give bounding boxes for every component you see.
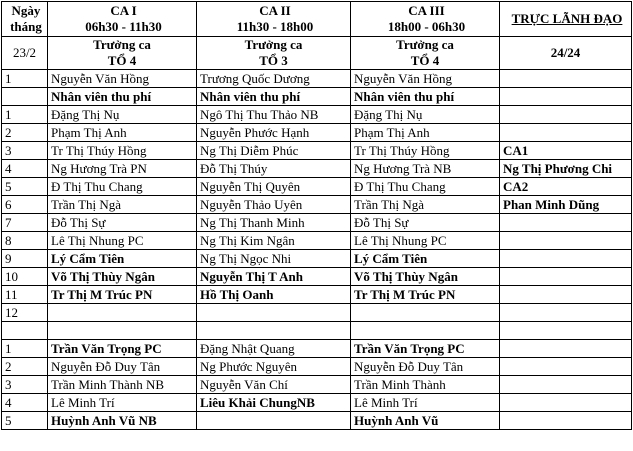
shift1-staff: [48, 322, 197, 340]
row-number: 3: [2, 142, 48, 160]
table-row: [2, 160, 632, 178]
leader-staff: [500, 106, 632, 124]
table-row: [2, 178, 632, 196]
shift2-staff: Ng Phước Nguyên: [197, 358, 351, 376]
leader-header: TRỰC LÃNH ĐẠO: [500, 2, 632, 37]
row-number: 4: [2, 160, 48, 178]
table-row: [2, 304, 632, 322]
shift1-staff: Trần Minh Thành NB: [48, 376, 197, 394]
row-number: 1: [2, 70, 48, 88]
row-number: [2, 88, 48, 106]
row-number: 1: [2, 106, 48, 124]
shift3-staff: Tr Thị M Trúc PN: [351, 286, 500, 304]
shift2-lead: Trưởng ca TỔ 3: [197, 37, 351, 70]
shift2-staff: Ng Thị Ngọc Nhi: [197, 250, 351, 268]
shift1-staff: Tr Thị Thúy Hồng: [48, 142, 197, 160]
table-row: [2, 286, 632, 304]
date-row: [2, 37, 632, 70]
shift2-staff: [197, 304, 351, 322]
shift1-staff: Trần Văn Trọng PC: [48, 340, 197, 358]
table-row: [2, 268, 632, 286]
leader-staff: CA1: [500, 142, 632, 160]
duty-roster-table: [1, 1, 632, 430]
shift3-staff: Nguyễn Đỗ Duy Tân: [351, 358, 500, 376]
table-row: [2, 250, 632, 268]
shift3-lead: Trưởng ca TỔ 4: [351, 37, 500, 70]
shift3-staff: Lê Thị Nhung PC: [351, 232, 500, 250]
leader-staff: [500, 358, 632, 376]
shift3-staff: Đ Thị Thu Chang: [351, 178, 500, 196]
row-number: 1: [2, 340, 48, 358]
shift3-staff: Trần Thị Ngà: [351, 196, 500, 214]
row-number: 11: [2, 286, 48, 304]
shift3-staff: Võ Thị Thùy Ngân: [351, 268, 500, 286]
shift1-staff: Lý Cẩm Tiên: [48, 250, 197, 268]
shift3-staff: Lý Cẩm Tiên: [351, 250, 500, 268]
shift1-staff: Đ Thị Thu Chang: [48, 178, 197, 196]
row-number: 10: [2, 268, 48, 286]
shift3-staff: Ng Hương Trà NB: [351, 160, 500, 178]
table-row: [2, 358, 632, 376]
leader-staff: [500, 376, 632, 394]
shift1-staff: [48, 304, 197, 322]
table-row: [2, 376, 632, 394]
shift3-staff: Nhân viên thu phí: [351, 88, 500, 106]
leader-staff: [500, 394, 632, 412]
leader-staff: [500, 124, 632, 142]
row-number: 12: [2, 304, 48, 322]
leader-staff: [500, 412, 632, 430]
row-number: 9: [2, 250, 48, 268]
shift2-staff: Nguyễn Thị T Anh: [197, 268, 351, 286]
table-row: [2, 88, 632, 106]
shift2-staff: Hồ Thị Oanh: [197, 286, 351, 304]
shift3-staff: Nguyễn Văn Hồng: [351, 70, 500, 88]
shift2-staff: [197, 412, 351, 430]
row-number: [2, 322, 48, 340]
leader-staff: [500, 232, 632, 250]
shift1-staff: Phạm Thị Anh: [48, 124, 197, 142]
shift3-staff: Trần Minh Thành: [351, 376, 500, 394]
table-row: [2, 394, 632, 412]
leader-staff: [500, 70, 632, 88]
shift1-staff: Đỗ Thị Sự: [48, 214, 197, 232]
table-row: [2, 106, 632, 124]
shift2-header: CA II 11h30 - 18h00: [197, 2, 351, 37]
shift2-staff: Nguyễn Thảo Uyên: [197, 196, 351, 214]
row-number: 5: [2, 412, 48, 430]
leader-staff: [500, 286, 632, 304]
shift2-staff: Nguyễn Thị Quyên: [197, 178, 351, 196]
shift1-staff: Nhân viên thu phí: [48, 88, 197, 106]
shift2-staff: Đặng Nhật Quang: [197, 340, 351, 358]
shift3-staff: [351, 322, 500, 340]
shift2-staff: Đỗ Thị Thúy: [197, 160, 351, 178]
shift2-staff: [197, 322, 351, 340]
row-number: 2: [2, 358, 48, 376]
row-number: 6: [2, 196, 48, 214]
leader-staff: [500, 304, 632, 322]
leader-staff: [500, 88, 632, 106]
header-row: [2, 2, 632, 37]
shift3-staff: Phạm Thị Anh: [351, 124, 500, 142]
shift1-header: CA I 06h30 - 11h30: [48, 2, 197, 37]
shift3-staff: Lê Minh Trí: [351, 394, 500, 412]
shift1-staff: Võ Thị Thùy Ngân: [48, 268, 197, 286]
shift2-staff: Nguyễn Phước Hạnh: [197, 124, 351, 142]
shift1-staff: Tr Thị M Trúc PN: [48, 286, 197, 304]
shift2-staff: Trương Quốc Dương: [197, 70, 351, 88]
shift2-staff: Ngô Thị Thu Thảo NB: [197, 106, 351, 124]
shift1-staff: Nguyễn Văn Hồng: [48, 70, 197, 88]
table-row: [2, 70, 632, 88]
row-number: 7: [2, 214, 48, 232]
shift1-staff: Nguyễn Đỗ Duy Tân: [48, 358, 197, 376]
leader-staff: [500, 250, 632, 268]
shift1-staff: Lê Minh Trí: [48, 394, 197, 412]
shift3-staff: [351, 304, 500, 322]
leader-staff: [500, 322, 632, 340]
shift1-staff: Ng Hương Trà PN: [48, 160, 197, 178]
row-number: 3: [2, 376, 48, 394]
row-number: 5: [2, 178, 48, 196]
row-number: 4: [2, 394, 48, 412]
shift2-staff: Liêu Khải ChungNB: [197, 394, 351, 412]
shift3-staff: Đặng Thị Nụ: [351, 106, 500, 124]
table-row: [2, 196, 632, 214]
table-row: [2, 232, 632, 250]
shift1-lead: Trưởng ca TỔ 4: [48, 37, 197, 70]
shift3-header: CA III 18h00 - 06h30: [351, 2, 500, 37]
roster-body: [2, 2, 632, 430]
shift1-staff: Đặng Thị Nụ: [48, 106, 197, 124]
leader-staff: CA2: [500, 178, 632, 196]
table-row: [2, 142, 632, 160]
shift3-staff: Tr Thị Thúy Hồng: [351, 142, 500, 160]
shift3-staff: Đỗ Thị Sự: [351, 214, 500, 232]
leader-duration: 24/24: [500, 37, 632, 70]
leader-staff: [500, 340, 632, 358]
shift3-staff: Huỳnh Anh Vũ: [351, 412, 500, 430]
row-number: 2: [2, 124, 48, 142]
shift1-staff: Lê Thị Nhung PC: [48, 232, 197, 250]
shift2-staff: Ng Thị Thanh Minh: [197, 214, 351, 232]
leader-staff: [500, 214, 632, 232]
shift2-staff: Nguyễn Văn Chí: [197, 376, 351, 394]
date-cell: 23/2: [2, 37, 48, 70]
shift1-staff: Huỳnh Anh Vũ NB: [48, 412, 197, 430]
shift2-staff: Ng Thị Kim Ngân: [197, 232, 351, 250]
table-row: [2, 340, 632, 358]
leader-staff: [500, 268, 632, 286]
leader-staff: Ng Thị Phương Chi: [500, 160, 632, 178]
leader-staff: Phan Minh Dũng: [500, 196, 632, 214]
table-row: [2, 412, 632, 430]
shift1-staff: Trần Thị Ngà: [48, 196, 197, 214]
date-column-header: Ngày tháng: [2, 2, 48, 37]
table-row: [2, 214, 632, 232]
table-row: [2, 322, 632, 340]
table-row: [2, 124, 632, 142]
shift2-staff: Ng Thị Diễm Phúc: [197, 142, 351, 160]
shift3-staff: Trần Văn Trọng PC: [351, 340, 500, 358]
row-number: 8: [2, 232, 48, 250]
shift2-staff: Nhân viên thu phí: [197, 88, 351, 106]
